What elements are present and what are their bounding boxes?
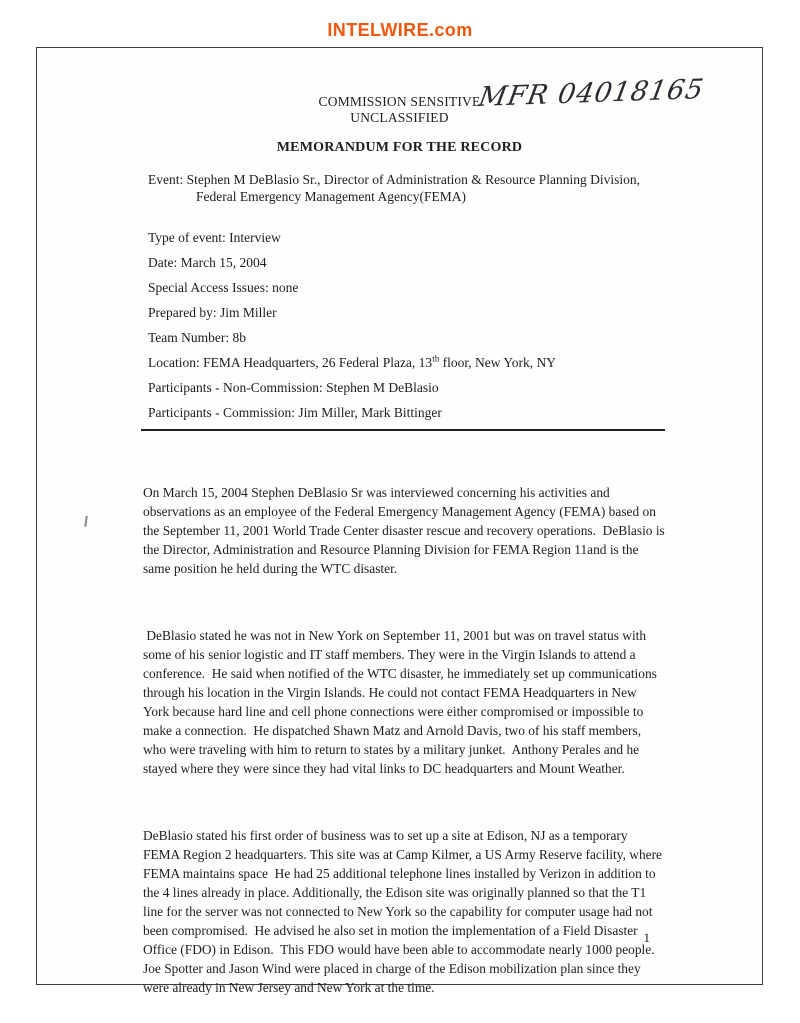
- page-number: 1: [643, 930, 650, 945]
- classification-line-2: UNCLASSIFIED: [350, 110, 449, 125]
- meta-team-number: Team Number: 8b: [148, 330, 247, 345]
- divider-rule: [141, 429, 665, 431]
- meta-participants-non-commission: Participants - Non-Commission: Stephen M DeBlasio: [148, 380, 439, 395]
- document-page: [36, 47, 763, 995]
- body-paragraph-3: DeBlasio stated his first order of business was to set up a site at Edison, NJ as a temporary FEMA Region 2 headquarters. This site was at Camp Kilmer, a US Army Reserve facility, where FEMA maintains space He had 25 additional telephone lines installed by Verizon in addition to the 4 lines already in place. Additionally, the Edison site was originally planned so that the T1 line for the server was not connected to New York so the capability for computer usage had not been compromised. He advised he also set in motion the implementation of a Field Disaster Office (FDO) in Edison. This FDO would have been able to accommodate nearly 1000 people. Joe Spotter and Jason Wind were placed in charge of the Edison mobilization plan since they were already in New Jersey and New York at the time.: [143, 828, 666, 995]
- memo-metadata: [148, 171, 672, 421]
- memo-body: [143, 445, 669, 1023]
- intelwire-banner: INTELWIRE.com: [327, 20, 473, 40]
- meta-location: [148, 354, 672, 371]
- meta-special-access: Special Access Issues: none: [148, 280, 299, 295]
- memo-title: MEMORANDUM FOR THE RECORD: [276, 140, 523, 155]
- meta-prepared-by: Prepared by: Jim Miller: [148, 305, 277, 320]
- handwritten-mfr-number: MFR 04018165: [476, 73, 707, 114]
- meta-location-text-post: floor, New York, NY: [439, 355, 557, 370]
- classification-line-1: COMMISSION SENSITIVE: [318, 94, 481, 109]
- meta-location-text-pre: Location: FEMA Headquarters, 26 Federal Plaza, 13: [148, 355, 433, 370]
- body-paragraph-2: DeBlasio stated he was not in New York on September 11, 2001 but was on travel status with some of his senior logistic and IT staff members. They were in the Virgin Islands to attend a conference. He said when notified of the WTC disaster, he immediately set up communications through his location in the Virgin Islands. He could not contact FEMA Headquarters in New York because hard line and cell phone connections were either compromised or impossible to make a connection. He dispatched Shawn Matz and Arnold Davis, two of his staff members, who were traveling with him to return to states by a military junket. Anthony Perales and he stayed where they were since they had vital links to DC headquarters and Mount Weather.: [143, 628, 661, 776]
- meta-type-of-event: Type of event: Interview: [148, 230, 281, 245]
- meta-event: Event: Stephen M DeBlasio Sr., Director of Administration & Resource Planning Division, Federal Emergency Management Agency(FEMA): [148, 172, 640, 204]
- scan-artifact: [84, 516, 90, 528]
- body-paragraph-1: On March 15, 2004 Stephen DeBlasio Sr was interviewed concerning his activities and observations as an employee of the Federal Emergency Management Agency (FEMA) based on the September 11, 2001 World Trade Center disaster rescue and recovery operations. DeBlasio is the Director, Administration and Resource Planning Division for FEMA Region 11and is the same position he held during the WTC disaster.: [143, 485, 669, 576]
- superscript-th: th: [432, 353, 440, 364]
- meta-participants-commission: Participants - Commission: Jim Miller, Mark Bittinger: [148, 405, 442, 420]
- meta-date: Date: March 15, 2004: [148, 255, 267, 270]
